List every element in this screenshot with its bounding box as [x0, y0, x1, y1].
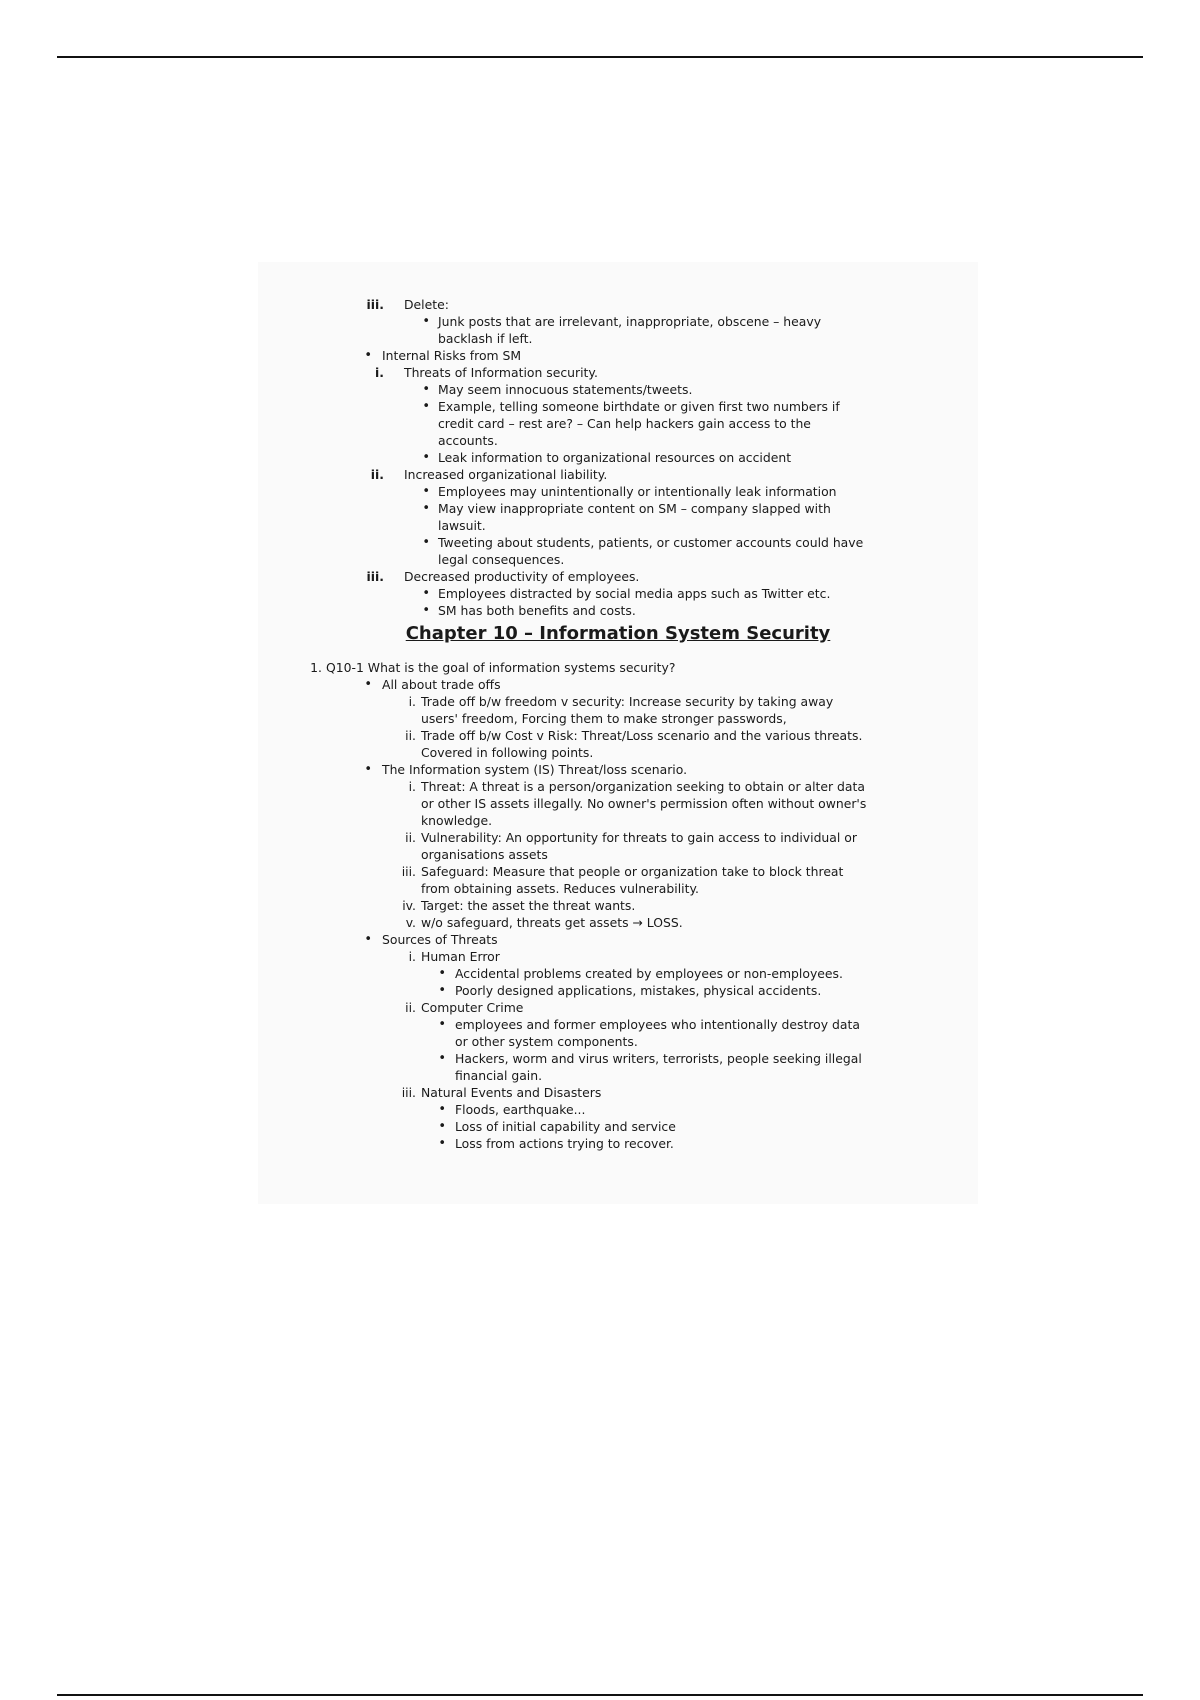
bullet-icon: • — [364, 348, 372, 363]
list-marker: 1. — [310, 660, 322, 675]
list-item: Employees distracted by social media apps such as Twitter etc. — [438, 586, 831, 601]
list-item: knowledge. — [421, 813, 493, 828]
list-marker: i. — [375, 365, 384, 380]
list-item: May seem innocuous statements/tweets. — [438, 382, 693, 397]
list-item-label: Computer Crime — [421, 1000, 524, 1015]
list-item: Employees may unintentionally or intentionally leak information — [438, 484, 837, 499]
list-item: accounts. — [438, 433, 498, 448]
list-item: Loss from actions trying to recover. — [455, 1136, 674, 1151]
bullet-icon: • — [422, 450, 430, 465]
list-item: Target: the asset the threat wants. — [421, 898, 636, 913]
list-item: Vulnerability: An opportunity for threats to gain access to individual or — [421, 830, 857, 845]
list-item: legal consequences. — [438, 552, 565, 567]
list-marker: ii. — [405, 1000, 416, 1015]
list-item: Trade off b/w Cost v Risk: Threat/Loss scenario and the various threats. — [421, 728, 863, 743]
list-item: Leak information to organizational resources on accident — [438, 450, 792, 465]
list-item-label: Internal Risks from SM — [382, 348, 522, 363]
list-item: or other system components. — [455, 1034, 638, 1049]
list-item-label: All about trade offs — [382, 677, 501, 692]
list-item: Safeguard: Measure that people or organization take to block threat — [421, 864, 844, 879]
list-item: credit card – rest are? – Can help hackers gain access to the — [438, 416, 811, 431]
bullet-icon: • — [422, 399, 430, 414]
list-item: lawsuit. — [438, 518, 486, 533]
question-label: Q10-1 What is the goal of information systems security? — [326, 660, 676, 675]
document-page — [258, 262, 978, 1204]
bullet-icon: • — [422, 535, 430, 550]
page-bottom-rule — [57, 1694, 1143, 1696]
bullet-icon: • — [422, 382, 430, 397]
list-item: Threat: A threat is a person/organization seeking to obtain or alter data — [421, 779, 865, 794]
list-item: May view inappropriate content on SM – company slapped with — [438, 501, 831, 516]
bullet-icon: • — [422, 501, 430, 516]
bullet-icon: • — [422, 586, 430, 601]
page-top-rule — [57, 56, 1143, 58]
bullet-icon: • — [438, 1102, 446, 1117]
chapter-title: Chapter 10 – Information System Security — [405, 623, 831, 644]
list-item: or other IS assets illegally. No owner's permission often without owner's — [421, 796, 867, 811]
bullet-icon: • — [422, 314, 430, 329]
bullet-icon: • — [422, 603, 430, 618]
list-item-label: Decreased productivity of employees. — [404, 569, 640, 584]
bullet-icon: • — [438, 983, 446, 998]
list-item-label: Sources of Threats — [382, 932, 498, 947]
list-marker: ii. — [405, 728, 416, 743]
bullet-icon: • — [438, 1017, 446, 1032]
list-marker: v. — [405, 915, 416, 930]
bullet-icon: • — [438, 966, 446, 981]
list-marker: i. — [408, 949, 416, 964]
list-item: users' freedom, Forcing them to make stronger passwords, — [421, 711, 787, 726]
list-marker: iii. — [366, 297, 384, 312]
list-item: w/o safeguard, threats get assets → LOSS. — [421, 915, 683, 930]
list-item: Example, telling someone birthdate or given first two numbers if — [438, 399, 840, 414]
bullet-icon: • — [422, 484, 430, 499]
list-marker: iii. — [366, 569, 384, 584]
bullet-icon: • — [364, 677, 372, 692]
list-item-label: The Information system (IS) Threat/loss scenario. — [382, 762, 688, 777]
list-item: financial gain. — [455, 1068, 543, 1083]
list-marker: iv. — [402, 898, 416, 913]
list-item-label: Human Error — [421, 949, 500, 964]
list-marker: ii. — [370, 467, 384, 482]
list-marker: iii. — [401, 1085, 416, 1100]
list-item: Hackers, worm and virus writers, terrorists, people seeking illegal — [455, 1051, 862, 1066]
list-item-label: Natural Events and Disasters — [421, 1085, 602, 1100]
list-item: Floods, earthquake... — [455, 1102, 586, 1117]
list-marker: i. — [408, 694, 416, 709]
list-marker: iii. — [401, 864, 416, 879]
list-item: Trade off b/w freedom v security: Increase security by taking away — [421, 694, 834, 709]
list-marker: i. — [408, 779, 416, 794]
list-item: Junk posts that are irrelevant, inappropriate, obscene – heavy — [438, 314, 822, 329]
list-item-label: Delete: — [404, 297, 449, 312]
list-item: Covered in following points. — [421, 745, 594, 760]
list-item-label: Threats of Information security. — [404, 365, 598, 380]
bullet-icon: • — [438, 1119, 446, 1134]
bullet-icon: • — [438, 1136, 446, 1151]
bullet-icon: • — [438, 1051, 446, 1066]
list-item: employees and former employees who intentionally destroy data — [455, 1017, 860, 1032]
list-item-label: Increased organizational liability. — [404, 467, 608, 482]
list-item: SM has both benefits and costs. — [438, 603, 636, 618]
list-marker: ii. — [405, 830, 416, 845]
list-item: Tweeting about students, patients, or customer accounts could have — [438, 535, 864, 550]
list-item: Accidental problems created by employees or non-employees. — [455, 966, 843, 981]
bullet-icon: • — [364, 762, 372, 777]
list-item: Poorly designed applications, mistakes, physical accidents. — [455, 983, 822, 998]
list-item: Loss of initial capability and service — [455, 1119, 676, 1134]
list-item: organisations assets — [421, 847, 548, 862]
list-item: backlash if left. — [438, 331, 533, 346]
list-item: from obtaining assets. Reduces vulnerability. — [421, 881, 699, 896]
bullet-icon: • — [364, 932, 372, 947]
